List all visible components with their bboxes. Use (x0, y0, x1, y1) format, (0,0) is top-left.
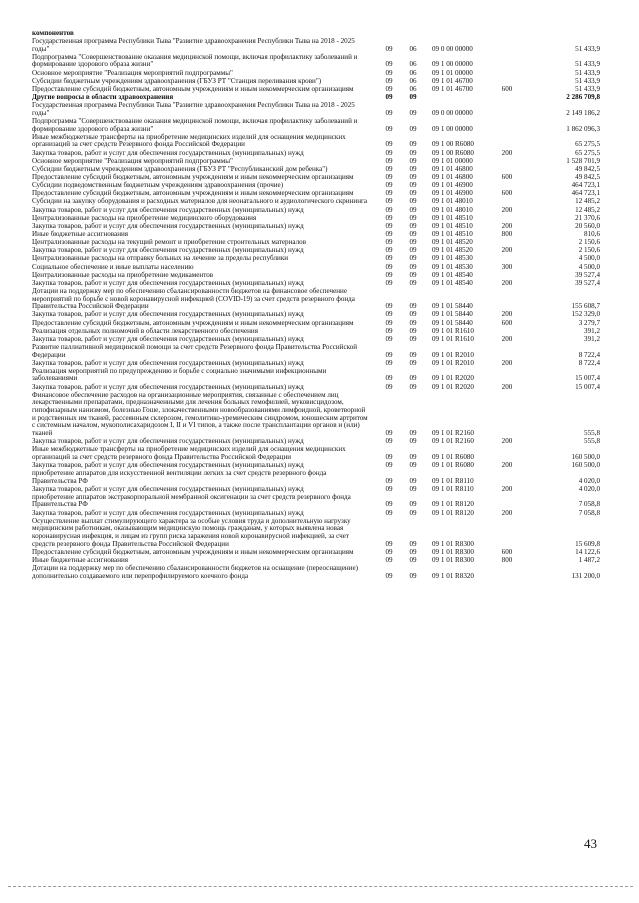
row-section-code: 09 (385, 189, 393, 198)
row-expense-type: 800 (501, 230, 513, 238)
row-subsection-code: 09 (409, 148, 417, 157)
row-amount: 2 150,6 (578, 246, 600, 255)
row-amount: 39 527,4 (575, 278, 600, 287)
row-section-code: 09 (385, 84, 393, 93)
row-amount: 160 500,0 (571, 452, 600, 461)
row-name: Закупка товаров, работ и услуг для обеспечения государственных (муниципальных) нужд (32, 334, 304, 343)
row-subsection-code: 09 (409, 318, 417, 327)
row-amount: 391,2 (584, 326, 600, 335)
row-subsection-code: 09 (409, 508, 417, 517)
row-amount: 3 279,7 (578, 318, 600, 327)
row-target-article: 09 1 01 46800 (432, 164, 473, 173)
row-expense-type: 200 (501, 436, 513, 445)
row-section-code: 09 (385, 93, 393, 102)
row-subsection-code: 09 (409, 484, 417, 493)
row-target-article: 09 1 01 46700 (432, 84, 473, 93)
row-name: Закупка товаров, работ и услуг для обеспечения государственных (муниципальных) нужд (32, 358, 304, 367)
row-section-code: 09 (385, 436, 393, 445)
row-section-code: 09 (385, 270, 393, 279)
row-section-code: 09 (385, 76, 393, 85)
row-amount: 49 842,5 (575, 164, 600, 173)
row-name: Закупка товаров, работ и услуг для обеспечения государственных (муниципальных) нужд (32, 148, 304, 157)
row-section-code: 09 (385, 428, 393, 437)
row-name: приобретение аппаратов для искусственной вентиляции легких за счет средств резервного фонда Правительства РФ (32, 469, 327, 485)
row-target-article: 09 1 01 58440 (432, 302, 473, 311)
row-target-article: 09 1 01 48510 (432, 213, 473, 222)
row-amount: 15 609,8 (575, 539, 600, 548)
row-section-code: 09 (385, 205, 393, 214)
row-target-article: 09 1 01 R8300 (432, 547, 474, 556)
row-subsection-code: 09 (409, 230, 417, 238)
row-name: Подпрограмма "Совершенствование оказания медицинской помощи, включая профилактику заболеваний и формирование здорового образа жизни" (32, 117, 358, 133)
row-section-code: 09 (385, 278, 393, 287)
row-subsection-code: 09 (409, 350, 417, 359)
row-name: Иные бюджетные ассигнования (32, 230, 129, 238)
row-subsection-code: 09 (409, 358, 417, 367)
row-expense-type: 200 (501, 205, 513, 214)
row-name: Закупка товаров, работ и услуг для обеспечения государственных (муниципальных) нужд (32, 278, 304, 287)
row-amount: 464 723,1 (571, 181, 600, 190)
row-name: Предоставление субсидий бюджетным, автономным учреждениям и иным некоммерческим организациям (32, 84, 354, 93)
row-target-article: 09 0 00 00000 (432, 44, 473, 53)
row-target-article: 09 1 01 R2010 (432, 358, 474, 367)
row-amount: 15 007,4 (575, 374, 600, 383)
row-target-article: 09 1 01 R8110 (432, 484, 474, 493)
row-amount: 39 527,4 (575, 270, 600, 279)
row-name: Основное мероприятие "Реализация мероприятий подпрограммы" (32, 68, 233, 77)
row-target-article: 09 1 01 R8120 (432, 508, 474, 517)
row-section-code: 09 (385, 358, 393, 367)
row-name: Закупка товаров, работ и услуг для обеспечения государственных (муниципальных) нужд (32, 436, 304, 445)
row-subsection-code: 06 (409, 76, 417, 85)
row-target-article: 09 1 01 48010 (432, 205, 473, 214)
row-target-article: 09 1 01 46800 (432, 172, 473, 181)
row-expense-type: 200 (501, 484, 513, 493)
row-amount: 4 020,0 (578, 476, 600, 485)
row-amount: 155 608,7 (571, 302, 600, 311)
row-name: Подпрограмма "Совершенствование оказания медицинской помощи, включая профилактику заболеваний и формирование здорового образа жизни" (32, 52, 358, 69)
row-expense-type: 200 (501, 246, 513, 255)
row-target-article: 09 1 01 48520 (432, 238, 473, 247)
row-section-code: 09 (385, 555, 393, 564)
row-amount: 391,2 (584, 334, 600, 343)
row-section-code: 09 (385, 254, 393, 263)
row-target-article: 09 1 01 58440 (432, 318, 473, 327)
row-section-code: 09 (385, 476, 393, 485)
row-amount: 51 433,9 (575, 60, 600, 69)
row-name: Предоставление субсидий бюджетным, автономным учреждениям и иным некоммерческим организациям (32, 318, 354, 327)
row-section-code: 09 (385, 164, 393, 173)
row-section-code: 09 (385, 60, 393, 69)
row-expense-type: 600 (501, 547, 513, 556)
row-subsection-code: 09 (409, 571, 417, 580)
row-amount: 12 485,2 (575, 205, 600, 214)
row-target-article: 09 1 01 48530 (432, 254, 473, 263)
row-target-article: 09 0 00 00000 (432, 108, 473, 117)
row-subsection-code: 09 (409, 262, 417, 271)
row-subsection-code: 09 (409, 428, 417, 437)
row-target-article: 09 1 01 48510 (432, 221, 473, 230)
row-amount: 49 842,5 (575, 172, 600, 181)
row-name: Социальное обеспечение и иные выплаты населению (32, 262, 194, 271)
row-amount: 464 723,1 (571, 189, 600, 198)
row-expense-type: 200 (501, 508, 513, 517)
row-amount: 1 528 701,9 (566, 156, 600, 165)
row-subsection-code: 09 (409, 278, 417, 287)
row-target-article: 09 1 01 46900 (432, 189, 473, 198)
row-amount: 65 275,5 (575, 148, 600, 157)
row-subsection-code: 09 (409, 205, 417, 214)
row-subsection-code: 09 (409, 189, 417, 198)
row-target-article: 09 1 01 R1610 (432, 326, 474, 335)
row-expense-type: 200 (501, 278, 513, 287)
row-amount: 4 500,0 (578, 262, 600, 271)
row-name: Централизованные расходы на приобретение медикаментов (32, 270, 214, 279)
row-target-article: 09 1 01 46700 (432, 76, 473, 85)
row-name: Закупка товаров, работ и услуг для обеспечения государственных (муниципальных) нужд (32, 205, 304, 214)
row-target-article: 09 1 01 00000 (432, 68, 473, 77)
row-subsection-code: 09 (409, 452, 417, 461)
row-subsection-code: 09 (409, 238, 417, 247)
row-subsection-code: 09 (409, 181, 417, 190)
row-amount: 152 329,0 (571, 310, 600, 319)
row-name: Централизованные расходы на текущий ремонт и приобретение строительных материалов (32, 238, 307, 247)
row-section-code: 09 (385, 500, 393, 509)
row-section-code: 09 (385, 108, 393, 117)
row-amount: 2 149 186,2 (566, 108, 600, 117)
row-name: Осуществление выплат стимулирующего характера за особые условия труда и дополнительную нагрузку медицинским работникам, оказывающим медицинскую помощь гражданам, у которых выявлена новая коронавирусная инфекция, и лицам из групп риска заражения новой коронавирусной инфекцией, за счет средств резервного фонда Правительства Российской Федерации (32, 516, 351, 548)
row-amount: 20 560,0 (575, 221, 600, 230)
row-subsection-code: 09 (409, 547, 417, 556)
row-amount: 160 500,0 (571, 460, 600, 469)
row-name: Субсидии на закупку оборудования и расходных материалов для неонатального и аудиологического скрининга (32, 197, 368, 206)
row-target-article: 09 1 00 00000 (432, 124, 473, 133)
row-expense-type: 600 (501, 172, 513, 181)
row-expense-type: 600 (501, 84, 513, 93)
row-amount: 8 722,4 (578, 350, 600, 359)
row-subsection-code: 09 (409, 302, 417, 311)
row-name: Основное мероприятие "Реализация мероприятий подпрограммы" (32, 156, 233, 165)
row-subsection-code: 09 (409, 555, 417, 564)
row-amount: 1 862 096,3 (566, 124, 600, 133)
row-target-article: 09 1 01 R2020 (432, 382, 474, 391)
row-amount: 51 433,9 (575, 68, 600, 77)
row-section-code: 09 (385, 213, 393, 222)
row-name: Предоставление субсидий бюджетным, автономным учреждениям и иным некоммерческим организациям (32, 189, 354, 198)
row-name: Централизованные расходы на отправку больных на лечение за пределы республики (32, 254, 289, 263)
page-number: 43 (584, 836, 597, 851)
row-target-article: 09 1 01 R1610 (432, 334, 474, 343)
row-expense-type: 600 (501, 318, 513, 327)
row-section-code: 09 (385, 484, 393, 493)
row-subsection-code: 09 (409, 140, 417, 149)
row-name: Предоставление субсидий бюджетным, автономным учреждениям и иным некоммерческим организациям (32, 547, 354, 556)
row-name: Закупка товаров, работ и услуг для обеспечения государственных (муниципальных) нужд (32, 246, 304, 255)
row-section-code: 09 (385, 181, 393, 190)
row-name: приобретение аппаратов экстракорпоральной мембранной оксигенации за счет средств резервного фонда Правительства РФ (32, 492, 351, 509)
row-amount: 2 150,6 (578, 238, 600, 247)
row-section-code: 09 (385, 262, 393, 271)
row-amount: 555,8 (584, 428, 600, 437)
row-expense-type: 600 (501, 189, 513, 198)
row-target-article: 09 1 01 R8320 (432, 571, 474, 580)
row-subsection-code: 09 (409, 476, 417, 485)
row-name: Развитие паллиативной медицинской помощи за счет средств Резервного фонда Правительства Российской Федерации (32, 343, 358, 359)
row-amount: 21 370,6 (575, 213, 600, 222)
row-amount: 810,6 (584, 230, 600, 238)
row-subsection-code: 09 (409, 197, 417, 206)
row-target-article: 09 1 01 R8120 (432, 500, 474, 509)
row-name: Реализация мероприятий по предупреждению и борьбе с социально значимыми инфекционными заболеваниями (32, 366, 327, 383)
row-name: Государственная программа Республики Тыва "Развитие здравоохранения Республики Тыва на 2018 - 2025 годы" (32, 37, 355, 53)
row-expense-type: 200 (501, 221, 513, 230)
row-section-code: 09 (385, 197, 393, 206)
row-section-code: 09 (385, 310, 393, 319)
row-section-code: 09 (385, 172, 393, 181)
row-subsection-code: 09 (409, 213, 417, 222)
row-expense-type: 200 (501, 382, 513, 391)
row-name: Субсидии бюджетным учреждениям здравоохранения (ГБУЗ РТ "Станция переливания крови") (32, 76, 322, 85)
row-name: Дотации на поддержку мер по обеспечению сбалансированности бюджетов на оснащение (переоснащение) дополнительно создаваемого или перепрофилируемого коечного фонда (32, 564, 358, 580)
row-name: Финансовое обеспечение расходов на организационные мероприятия, связанные с обеспечением лиц лекарственными препаратами, предназначенными для лечения больных гемофилией, муковисцидозом, гипофизарным нанизмом, болезнью Гоше, злокачественными новообразованиями лимфоидной, кроветворной и родственных им тканей, рассеянным склерозом, гемолитико-уремическим синдромом, юношеским артритом с системным началом, мукополисахаридозом I, II и VI типов, а также после трансплантации органов и (или) тканей (32, 390, 368, 437)
row-name: Закупка товаров, работ и услуг для обеспечения государственных (муниципальных) нужд (32, 484, 304, 493)
row-subsection-code: 09 (409, 270, 417, 279)
row-amount: 8 722,4 (578, 358, 600, 367)
row-target-article: 09 1 01 R8300 (432, 555, 474, 564)
row-amount: 14 122,6 (575, 547, 600, 556)
row-section-code: 09 (385, 148, 393, 157)
row-subsection-code: 09 (409, 382, 417, 391)
row-name: компонентов (32, 29, 74, 37)
row-name: Закупка товаров, работ и услуг для обеспечения государственных (муниципальных) нужд (32, 310, 304, 319)
row-section-code: 09 (385, 318, 393, 327)
row-amount: 4 500,0 (578, 254, 600, 263)
row-section-code: 09 (385, 350, 393, 359)
row-expense-type: 200 (501, 148, 513, 157)
row-section-code: 09 (385, 452, 393, 461)
row-target-article: 09 1 01 R6080 (432, 452, 474, 461)
row-target-article: 09 1 00 00000 (432, 60, 473, 69)
row-target-article: 09 1 01 48510 (432, 230, 473, 238)
row-target-article: 09 1 01 58440 (432, 310, 473, 319)
row-subsection-code: 09 (409, 436, 417, 445)
row-target-article: 09 1 01 R2020 (432, 374, 474, 383)
row-target-article: 09 1 01 48010 (432, 197, 473, 206)
row-target-article: 09 1 01 00000 (432, 156, 473, 165)
row-target-article: 09 1 01 46900 (432, 181, 473, 190)
row-subsection-code: 09 (409, 539, 417, 548)
row-subsection-code: 09 (409, 164, 417, 173)
row-amount: 51 433,9 (575, 44, 600, 53)
row-section-code: 09 (385, 44, 393, 53)
row-target-article: 09 1 01 R2160 (432, 436, 474, 445)
row-subsection-code: 09 (409, 172, 417, 181)
row-expense-type: 200 (501, 460, 513, 469)
row-section-code: 09 (385, 156, 393, 165)
row-section-code: 09 (385, 374, 393, 383)
row-amount: 555,8 (584, 436, 600, 445)
row-subsection-code: 09 (409, 500, 417, 509)
row-amount: 1 487,2 (578, 555, 600, 564)
row-name: Реализация отдельных полномочий в области лекарственного обеспечения (32, 326, 258, 335)
row-name: Субсидии бюджетным учреждениям здравоохранения (ГБУЗ РТ "Республиканский дом ребенка") (32, 164, 328, 173)
row-section-code: 09 (385, 326, 393, 335)
row-name: Иные межбюджетные трансферты на приобретение медицинских изделий для оснащения медицинских организаций за счет средств резервного фонда Правительства Российской Федерации (32, 445, 346, 461)
row-name: Закупка товаров, работ и услуг для обеспечения государственных (муниципальных) нужд (32, 460, 304, 469)
row-section-code: 09 (385, 238, 393, 247)
row-amount: 51 433,9 (575, 76, 600, 85)
row-target-article: 09 1 01 R8110 (432, 476, 474, 485)
row-subsection-code: 06 (409, 68, 417, 77)
row-section-code: 09 (385, 508, 393, 517)
row-name: Закупка товаров, работ и услуг для обеспечения государственных (муниципальных) нужд (32, 221, 304, 230)
row-section-code: 09 (385, 246, 393, 255)
row-section-code: 09 (385, 539, 393, 548)
row-section-code: 09 (385, 140, 393, 149)
row-section-code: 09 (385, 547, 393, 556)
row-name: Государственная программа Республики Тыва "Развитие здравоохранения Республики Тыва на 2018 - 2025 годы" (32, 101, 355, 117)
row-amount: 131 200,0 (571, 571, 600, 580)
row-amount: 15 007,4 (575, 382, 600, 391)
row-name: Другие вопросы в области здравоохранения (32, 93, 174, 102)
row-subsection-code: 09 (409, 334, 417, 343)
row-name: Иные межбюджетные трансферты на приобретение медицинских изделий для оснащения медицинских организаций за счет средств Резервного фонда Российской Федерации (32, 132, 346, 149)
row-section-code: 09 (385, 230, 393, 238)
row-section-code: 09 (385, 334, 393, 343)
row-target-article: 09 1 00 R6080 (432, 140, 474, 149)
row-amount: 7 058,8 (578, 500, 600, 509)
row-name: Субсидии подведомственным бюджетным учреждениям здравоохранения (прочие) (32, 181, 284, 190)
row-subsection-code: 09 (409, 124, 417, 133)
row-subsection-code: 06 (409, 60, 417, 69)
row-subsection-code: 09 (409, 156, 417, 165)
row-subsection-code: 09 (409, 246, 417, 255)
row-subsection-code: 09 (409, 221, 417, 230)
row-subsection-code: 09 (409, 93, 417, 102)
row-subsection-code: 09 (409, 310, 417, 319)
row-section-code: 09 (385, 460, 393, 469)
row-subsection-code: 09 (409, 374, 417, 383)
row-section-code: 09 (385, 68, 393, 77)
row-target-article: 09 1 00 R6080 (432, 148, 474, 157)
row-target-article: 09 1 01 48540 (432, 270, 473, 279)
row-section-code: 09 (385, 302, 393, 311)
row-target-article: 09 1 01 48520 (432, 246, 473, 255)
row-name: Закупка товаров, работ и услуг для обеспечения государственных (муниципальных) нужд (32, 382, 304, 391)
row-amount: 4 020,0 (578, 484, 600, 493)
row-section-code: 09 (385, 124, 393, 133)
row-name: Централизованные расходы на приобретение медицинского оборудования (32, 213, 257, 222)
row-section-code: 09 (385, 221, 393, 230)
row-amount: 51 433,9 (575, 84, 600, 93)
row-subsection-code: 06 (409, 84, 417, 93)
row-name: Дотации на поддержку мер по обеспечению сбалансированности бюджетов на финансовое обеспечение мероприятий по борьбе с новой коронавирусной инфекцией (COVID-19) за счет средств резервного фонда Правительства Российской Федерации (32, 287, 355, 311)
row-expense-type: 300 (501, 262, 513, 271)
row-amount: 7 058,8 (578, 508, 600, 517)
row-expense-type: 200 (501, 334, 513, 343)
row-subsection-code: 09 (409, 460, 417, 469)
row-name: Закупка товаров, работ и услуг для обеспечения государственных (муниципальных) нужд (32, 508, 304, 517)
row-subsection-code: 09 (409, 254, 417, 263)
row-expense-type: 800 (501, 555, 513, 564)
row-target-article: 09 1 01 48530 (432, 262, 473, 271)
row-section-code: 09 (385, 382, 393, 391)
row-name: Иные бюджетные ассигнования (32, 555, 129, 564)
row-section-code: 09 (385, 571, 393, 580)
row-target-article: 09 1 01 R6080 (432, 460, 474, 469)
row-expense-type: 200 (501, 310, 513, 319)
row-expense-type: 200 (501, 358, 513, 367)
row-amount: 65 275,5 (575, 140, 600, 149)
row-target-article: 09 1 01 R2160 (432, 428, 474, 437)
row-subsection-code: 09 (409, 326, 417, 335)
row-target-article: 09 1 01 R2010 (432, 350, 474, 359)
row-subsection-code: 09 (409, 108, 417, 117)
row-name: Предоставление субсидий бюджетным, автономным учреждениям и иным некоммерческим организациям (32, 172, 354, 181)
row-amount: 2 286 709,8 (566, 93, 600, 102)
row-target-article: 09 1 01 48540 (432, 278, 473, 287)
row-amount: 12 485,2 (575, 197, 600, 206)
row-target-article: 09 1 01 R8300 (432, 539, 474, 548)
row-subsection-code: 06 (409, 44, 417, 53)
page-bottom-rule (8, 886, 633, 887)
